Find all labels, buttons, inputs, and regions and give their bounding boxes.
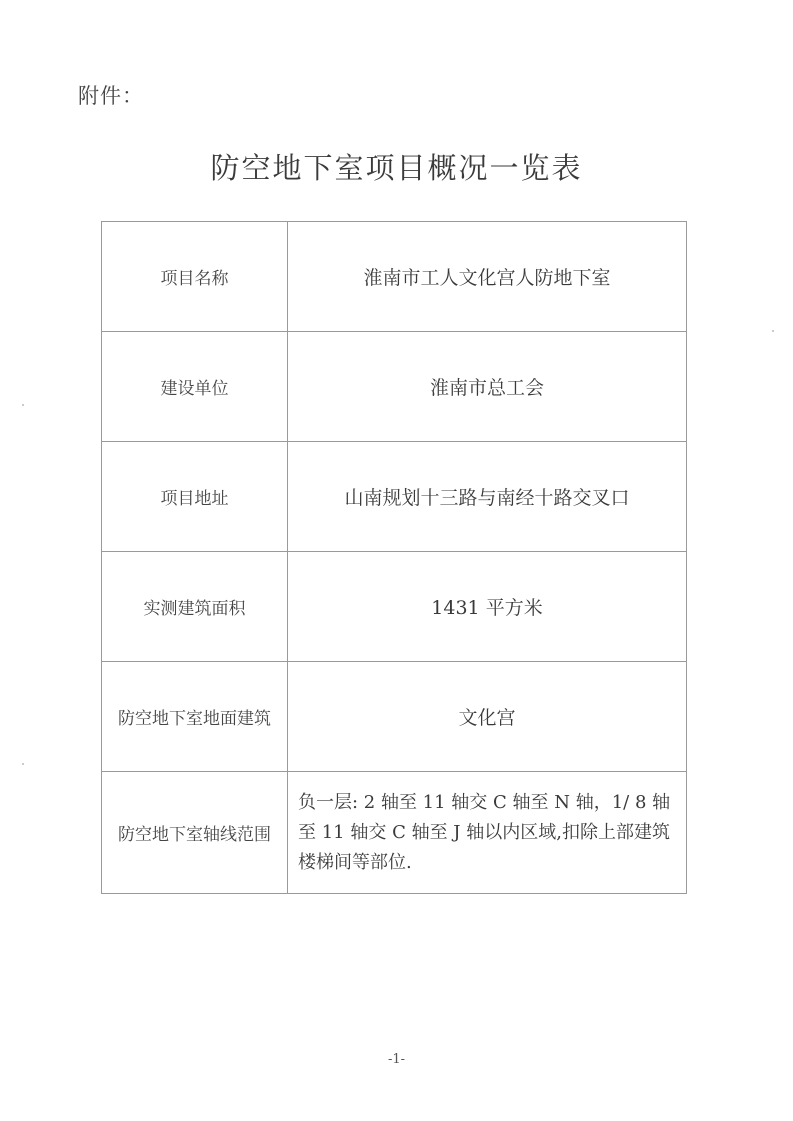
page-number: -1-	[387, 1052, 406, 1067]
table-row	[102, 772, 687, 894]
row-value-construction-unit: 淮南市总工会	[288, 332, 687, 442]
table-row	[102, 222, 687, 332]
row-label-construction-unit: 建设单位	[102, 332, 288, 442]
attachment-label: 附件：	[78, 84, 144, 108]
table-row	[102, 332, 687, 442]
page-title: 防空地下室项目概况一览表	[210, 151, 583, 185]
row-label-measured-area: 实测建筑面积	[102, 552, 288, 662]
table-row	[102, 662, 687, 772]
table-row	[102, 552, 687, 662]
table-row	[102, 442, 687, 552]
scan-speck	[22, 404, 24, 406]
row-value-project-name: 淮南市工人文化宫人防地下室	[288, 222, 687, 332]
row-label-project-address: 项目地址	[102, 442, 288, 552]
row-value-project-address: 山南规划十三路与南经十路交叉口	[288, 442, 687, 552]
scan-speck	[22, 763, 24, 765]
row-value-measured-area: 1431 平方米	[288, 552, 687, 662]
row-label-project-name: 项目名称	[102, 222, 288, 332]
row-label-axis-range: 防空地下室轴线范围	[102, 772, 288, 894]
row-value-axis-range: 负一层: 2 轴至 11 轴交 C 轴至 N 轴，1/ 8 轴至 11 轴交 C 轴至 J 轴以内区域,扣除上部建筑楼梯间等部位.	[288, 772, 687, 894]
row-label-surface-building: 防空地下室地面建筑	[102, 662, 288, 772]
scan-speck	[772, 330, 774, 332]
row-value-surface-building: 文化宫	[288, 662, 687, 772]
project-info-table	[101, 221, 687, 894]
